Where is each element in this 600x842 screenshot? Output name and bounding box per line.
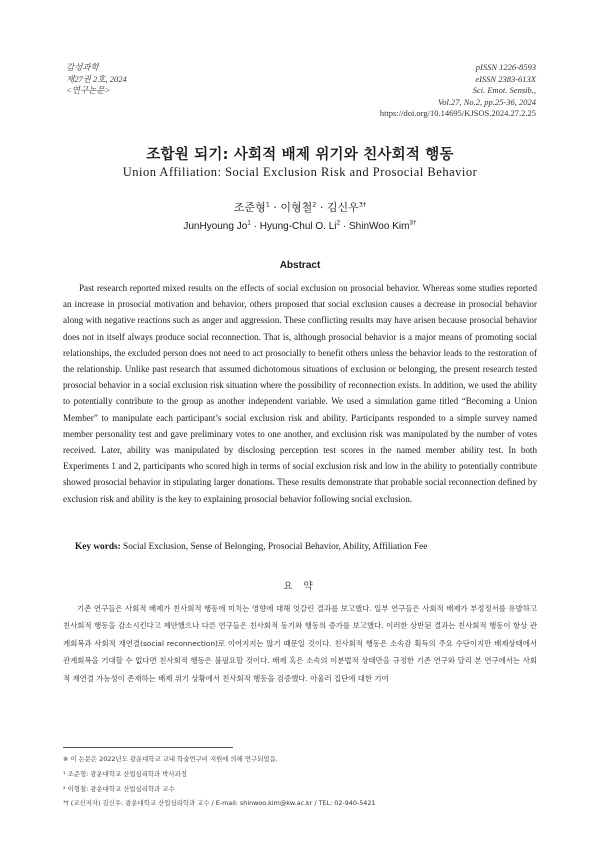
doi-link[interactable]: https://doi.org/10.14695/KJSOS.2024.27.2.25 [379, 108, 536, 118]
author-1-ko-affil: 1 [265, 200, 270, 209]
eissn: eISSN 2383-613X [475, 73, 536, 84]
author-2-ko-affil: 2 [312, 200, 317, 209]
abstract-heading: Abstract [279, 260, 321, 271]
author-1-en: JunHyoung Jo [183, 221, 248, 232]
author-1-en-affil: 1 [247, 219, 251, 227]
keywords [75, 542, 537, 552]
authors-english [0, 221, 600, 232]
abstract-body: Past research reported mixed results on the effects of social exclusion on prosocial behavior. Whereas some studies reported an increase in prosocial motivation and behavior, others proposed that social exclusion causes a decrease in prosocial behavior along with negative reactions such as anger and aggression. These conflicting results may have arisen because prosocial behavior does not in itself always produce social reconnection. That is, although prosocial behavior is a major means of promoting social relationships, the excluded person does not need to act prosocially to benefit others unless the behavior leads to the restoration of the relationship. Unlike past research that assumed dichotomous situations of exclusion or belonging, the present research tested prosocial behavior in a social exclusion risk situation where the possibility of reconnection exists. In addition, we used the ability to potentially contribute to the group as another independent variable. We used a simulation game titled “Becoming a Union Member” to manipulate each participant’s social exclusion risk and ability. Participants responded to a simple survey named member personality test and gave preliminary votes to one another, and exclusion risk was manipulated by the number of votes received. Later, ability was manipulated by disclosing perception test scores in the named member ability test. In both Experiments 1 and 2, participants who scored high in terms of social exclusion risk and low in the ability to potentially contribute showed prosocial behavior in stipulating larger donations. These results demonstrate that probable social reconnection defined by exclusion risk and ability is the key to explaining prosocial behavior following social exclusion. [63, 283, 537, 504]
journal-header-left [66, 62, 127, 97]
journal-header-right [380, 62, 536, 120]
korean-summary-heading: 요 약 [283, 581, 317, 592]
keywords-label: Key words: [75, 542, 121, 552]
author-3-en-affil: 3† [409, 219, 417, 227]
footnotes [63, 752, 543, 811]
footnote-corresponding-author: ³† (교신저자) 김신우: 광운대학교 산업심리학과 교수 / E-mail: shinwoo.kim@kw.ac.kr / TEL: 02-940-5421 [63, 799, 376, 808]
title-english: Union Affiliation: Social Exclusion Risk and Prosocial Behavior [122, 165, 478, 179]
author-separator: · [316, 201, 327, 214]
korean-summary-body: 기존 연구들은 사회적 배제가 친사회적 행동에 미치는 영향에 대해 엇갈린 결과를 보고했다. 일부 연구들은 사회적 배제가 부정정서를 유발하고 친사회적 행동을 감소시킨다고 제안했으나 다른 연구들은 친사회적 동기와 행동의 증가를 보고했다. 이러한 상반된 결과는 친사회적 행동이 항상 관계회복과 사회적 재연결(social reconnection)로 이어지지는 않기 때문일 것이다. 친사회적 행동은 소속감 획득의 주요 수단이지만 배제상태에서 관계회복을 기대할 수 없다면 친사회적 행동은 불필요할 것이다. 배제 혹은 소속의 이분법적 상태만을 규정한 기존 연구와 달리 본 연구에서는 사회적 재연결 가능성이 존재하는 배제 위기 상황에서 친사회적 행동을 검증했다. 아울러 집단에 대한 기여 [63, 604, 537, 683]
author-3-en: ShinWoo Kim [349, 221, 410, 232]
journal-volume-en: Vol.27, No.2, pp.25-36, 2024 [438, 96, 536, 107]
footnote-author-1: ¹ 조준형: 광운대학교 산업심리학과 박사과정 [63, 769, 187, 778]
journal-name-en: Sci. Emot. Sensib., [472, 85, 536, 95]
article-type-ko: <연구논문> [66, 85, 111, 95]
author-separator: · [269, 201, 281, 214]
pissn: pISSN 1226-8593 [475, 62, 536, 72]
footnote-funding: ※ 이 논문은 2022년도 광운대학교 교내 학술연구비 지원에 의해 연구되었음. [63, 755, 278, 763]
journal-name-ko: 감성과학 [66, 62, 99, 72]
author-1-ko: 조준형 [233, 201, 266, 214]
footnote-divider [63, 747, 233, 748]
authors-korean [0, 199, 600, 215]
footnote-author-2: ² 이형철: 광운대학교 산업심리학과 교수 [63, 784, 175, 793]
keywords-list: Social Exclusion, Sense of Belonging, Prosocial Behavior, Ability, Affiliation Fee [123, 542, 428, 552]
author-separator: · [340, 221, 350, 232]
author-2-en: Hyung-Chul O. Li [259, 221, 337, 232]
author-3-ko: 김신우 [326, 201, 359, 214]
author-3-ko-affil: 3† [358, 200, 367, 209]
author-2-ko: 이형철 [280, 201, 313, 214]
author-separator: · [250, 221, 260, 232]
title-korean: 조합원 되기: 사회적 배제 위기와 친사회적 행동 [146, 147, 454, 163]
author-2-en-affil: 2 [336, 219, 341, 227]
journal-volume-ko: 제27권 2호, 2024 [66, 73, 127, 84]
